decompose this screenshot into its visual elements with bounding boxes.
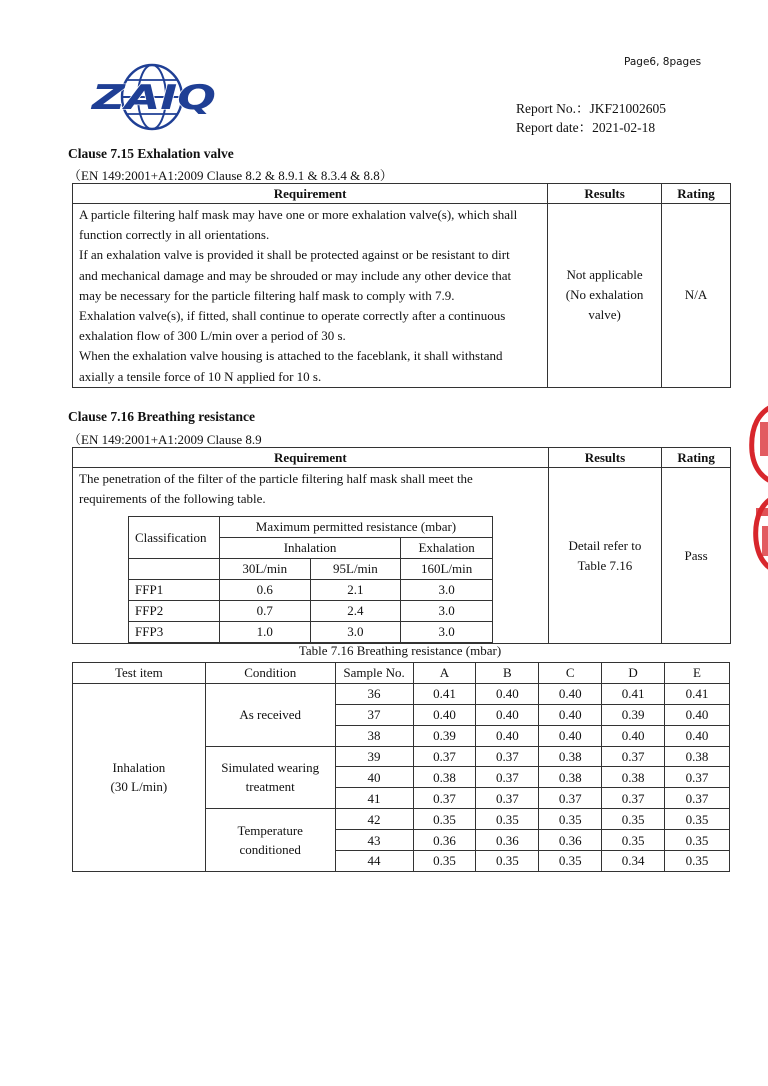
report-date: Report date：2021-02-18 <box>516 120 656 135</box>
rating-header: Rating <box>662 184 731 204</box>
table-row: 40 0.38 0.37 0.38 0.38 0.37 <box>73 767 730 788</box>
flow-95: 95L/min <box>310 559 401 580</box>
table-row: FFP2 0.7 2.4 3.0 <box>129 601 493 622</box>
rating-cell: N/A <box>662 204 731 388</box>
clause-716-standard: （EN 149:2001+A1:2009 Clause 8.9 <box>68 432 262 447</box>
table-row: Inhalation (30 L/min) As received 36 0.41 0.40 0.40 0.41 0.41 <box>73 683 730 704</box>
table-row: 37 0.40 0.40 0.40 0.39 0.40 <box>73 704 730 725</box>
condition-cell: As received <box>205 683 335 746</box>
logo-text: ZAIQ <box>90 78 216 118</box>
table-row: 41 0.37 0.37 0.37 0.37 0.37 <box>73 788 730 809</box>
condition-cell: Temperature conditioned <box>205 809 335 872</box>
clause-715-standard: （EN 149:2001+A1:2009 Clause 8.2 & 8.9.1 & 8.3.4 & 8.8） <box>68 168 393 183</box>
requirement-text: A particle filtering half mask may have one or more exhalation valve(s), which shall function correctly in all orientations. If an exhalation valve is provided it shall be protected against or be resistant to dirt and mechanical damage and may be shrouded or may include any other device that may be necessary for the particle filtering half mask to comply with 7.9. Exhalation valve(s), if fitted, shall continue to operate correctly after a continuous exhalation flow of 300 L/min over a period of 30 s. When the exhalation valve housing is attached to the faceblank, it shall withstand axially a tensile force of 10 N applied for 10 s. <box>73 204 548 388</box>
table-header-row: Test item Condition Sample No. A B C D E <box>73 663 730 684</box>
exhalation-header: Exhalation <box>401 538 493 559</box>
max-resistance-header: Maximum permitted resistance (mbar) <box>219 517 492 538</box>
inhalation-header: Inhalation <box>219 538 400 559</box>
clause-716-title: Clause 7.16 Breathing resistance <box>68 409 255 424</box>
breathing-resistance-table <box>72 662 730 872</box>
table-row: Simulated wearing treatment 39 0.37 0.37 0.38 0.37 0.38 <box>73 746 730 767</box>
result-cell: Not applicable (No exhalation valve) <box>548 204 662 388</box>
table-row: FFP1 0.6 2.1 3.0 <box>129 580 493 601</box>
table-row: 44 0.35 0.35 0.35 0.34 0.35 <box>73 851 730 872</box>
resistance-limits-table <box>128 516 493 643</box>
table-row: FFP3 1.0 3.0 3.0 <box>129 622 493 643</box>
classification-header: Classification <box>129 517 220 559</box>
rating-header: Rating <box>662 448 731 468</box>
table-row: Temperature conditioned 42 0.35 0.35 0.35 0.35 0.35 <box>73 809 730 830</box>
result-cell: Detail refer to Table 7.16 <box>548 468 662 644</box>
rating-cell: Pass <box>662 468 731 644</box>
test-item-cell: Inhalation (30 L/min) <box>73 683 206 871</box>
red-stamp <box>748 400 768 576</box>
clause-716-table <box>72 447 731 644</box>
requirement-text: The penetration of the filter of the particle filtering half mask shall meet the requirements of the following table. Classification Maximum permitted resistance (mbar) Inhalation Exhalation 30L/min 95L/min 160L/min FFP1 0.6 2.1 3.0 FFP2 0.7 2.4 3.0 FFP3 1.0 3.0 3.0 <box>73 468 549 644</box>
table-row: 43 0.36 0.36 0.36 0.35 0.35 <box>73 830 730 851</box>
clause-715-table <box>72 183 731 388</box>
table-row: 38 0.39 0.40 0.40 0.40 0.40 <box>73 725 730 746</box>
results-header: Results <box>548 448 662 468</box>
requirement-header: Requirement <box>73 448 549 468</box>
clause-715-title: Clause 7.15 Exhalation valve <box>68 146 234 161</box>
table-716-caption: Table 7.16 Breathing resistance (mbar) <box>298 643 502 658</box>
flow-30: 30L/min <box>219 559 310 580</box>
condition-cell: Simulated wearing treatment <box>205 746 335 809</box>
requirement-header: Requirement <box>73 184 548 204</box>
flow-160: 160L/min <box>401 559 493 580</box>
page-number: Page6, 8pages <box>624 56 702 68</box>
zaiq-logo <box>88 62 220 132</box>
report-number: Report No.：JKF21002605 <box>516 101 667 116</box>
results-header: Results <box>548 184 662 204</box>
